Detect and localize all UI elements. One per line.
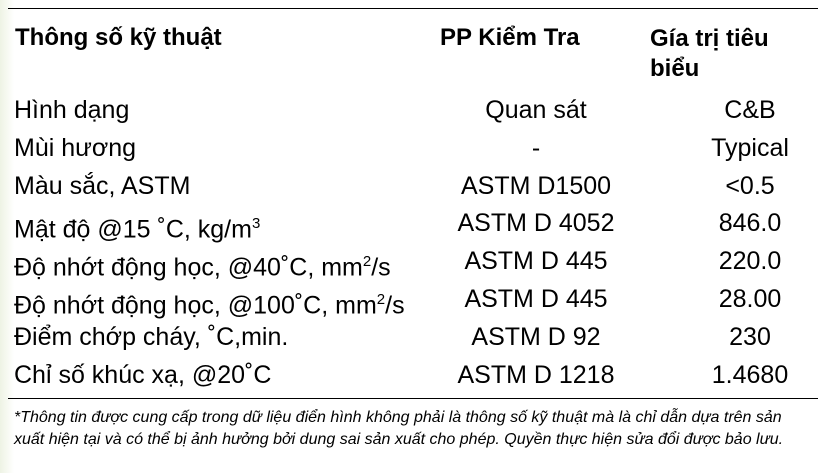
param-name: Hình dạng [14,96,130,124]
table-row [8,205,818,243]
spec-table [8,8,818,451]
test-method: ASTM D 4052 [457,209,615,238]
typical-value: 1.4680 [711,360,789,389]
header-value: Gía trị tiêu biểu [650,25,769,82]
table-body [8,89,818,398]
table-row [8,168,818,206]
typical-value: 28.00 [718,284,782,313]
param-name-superscript: 2 [376,290,386,308]
test-method: ASTM D 92 [471,322,601,351]
param-name: Mùi hương [14,133,137,162]
header-param: Thông số kỹ thuật [15,24,222,51]
footnote: *Thông tin được cung cấp trong dữ liệu điển hình không phải là thông số kỹ thuật mà là chỉ dẫn dựa trên sản xuất hiện tại và có thể bị ảnh hưởng bởi dung sai sản xuất cho phép. Quyền thực hiện sửa đổi được bảo lưu. [14,409,784,449]
param-name-superscript: 3 [251,215,261,233]
table-row [8,243,818,281]
param-name-text: Mật độ @15 ˚C, kg/m [14,215,252,244]
typical-value: C&B [724,96,776,124]
header-method: PP Kiểm Tra [440,24,580,51]
test-method: ASTM D 1218 [457,360,615,389]
param-name-suffix: /s [385,291,405,320]
test-method: ASTM D 445 [464,247,608,276]
typical-value: 846.0 [718,209,782,238]
table-row [8,130,818,168]
param-name: Màu sắc, ASTM [14,171,191,200]
test-method: - [531,133,541,162]
param-name-text: Độ nhớt động học, @100˚C, mm [14,291,377,320]
typical-value: 220.0 [718,247,782,276]
table-row [8,281,818,319]
param-name: Điểm chớp cháy, ˚C,min. [14,322,289,351]
test-method: ASTM D 445 [464,284,608,313]
table-row [8,319,818,357]
table-header [8,9,818,89]
param-name-superscript: 2 [362,253,372,271]
param-name-text: Độ nhớt động học, @40˚C, mm [14,253,363,282]
test-method: ASTM D1500 [460,171,612,200]
table-row [8,92,818,130]
typical-value: <0.5 [725,171,775,200]
table-row [8,357,818,395]
typical-value: Typical [711,133,789,162]
test-method: Quan sát [485,96,587,124]
param-name: Chỉ số khúc xạ, @20˚C [14,360,272,389]
typical-value: 230 [729,322,771,351]
param-name-suffix: /s [371,253,391,282]
